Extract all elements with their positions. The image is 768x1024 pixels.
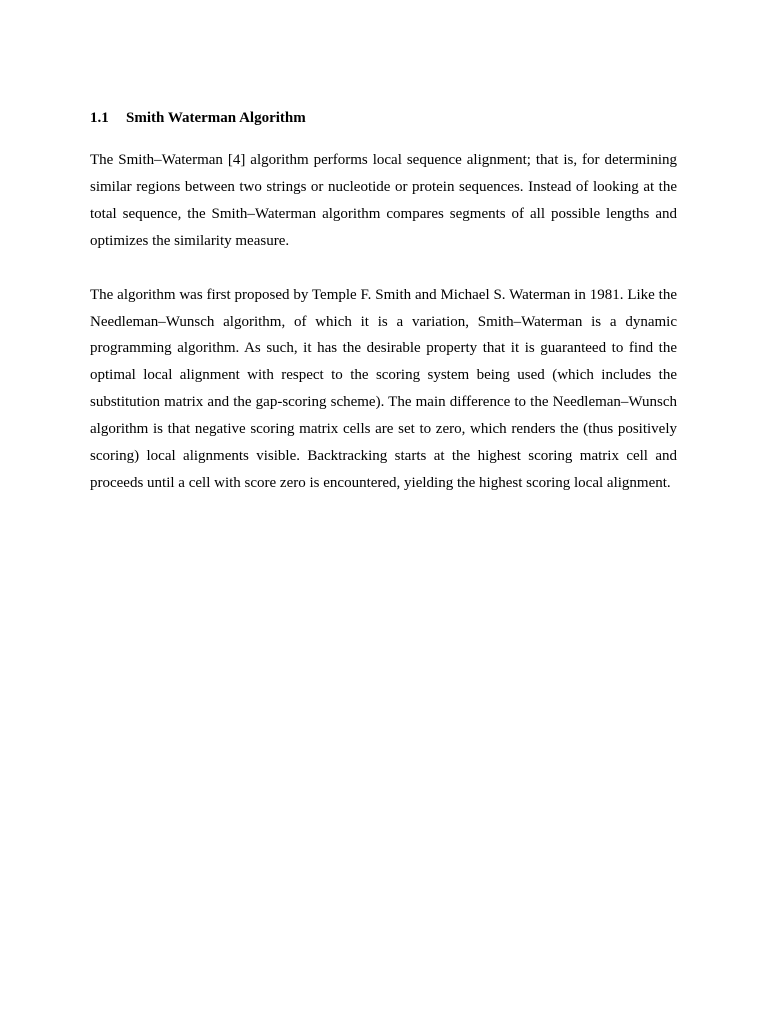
paragraph-history: The algorithm was first proposed by Temple F. Smith and Michael S. Waterman in 1981. Like the Needleman–Wunsch algorithm, of which it is a variation, Smith–Waterman is a dynamic programming algorithm. As such, it has the desirable property that it is guaranteed to find the optimal local alignment with respect to the scoring system being used (which includes the substitution matrix and the gap-scoring scheme). The main difference to the Needleman–Wunsch algorithm is that negative scoring matrix cells are set to zero, which renders the (thus positively scoring) local alignments visible. Backtracking starts at the highest scoring matrix cell and proceeds until a cell with score zero is encountered, yielding the highest scoring local alignment. — [90, 286, 677, 491]
document-page — [90, 106, 677, 524]
section-heading — [90, 106, 677, 130]
section-title: Smith Waterman Algorithm — [126, 110, 306, 126]
section-number: 1.1 — [90, 110, 109, 126]
paragraph-intro: The Smith–Waterman [4] algorithm performs local sequence alignment; that is, for determining similar regions between two strings or nucleotide or protein sequences. Instead of looking at the total sequence, the Smith–Waterman algorithm compares segments of all possible lengths and optimizes the similarity measure. — [90, 152, 677, 249]
